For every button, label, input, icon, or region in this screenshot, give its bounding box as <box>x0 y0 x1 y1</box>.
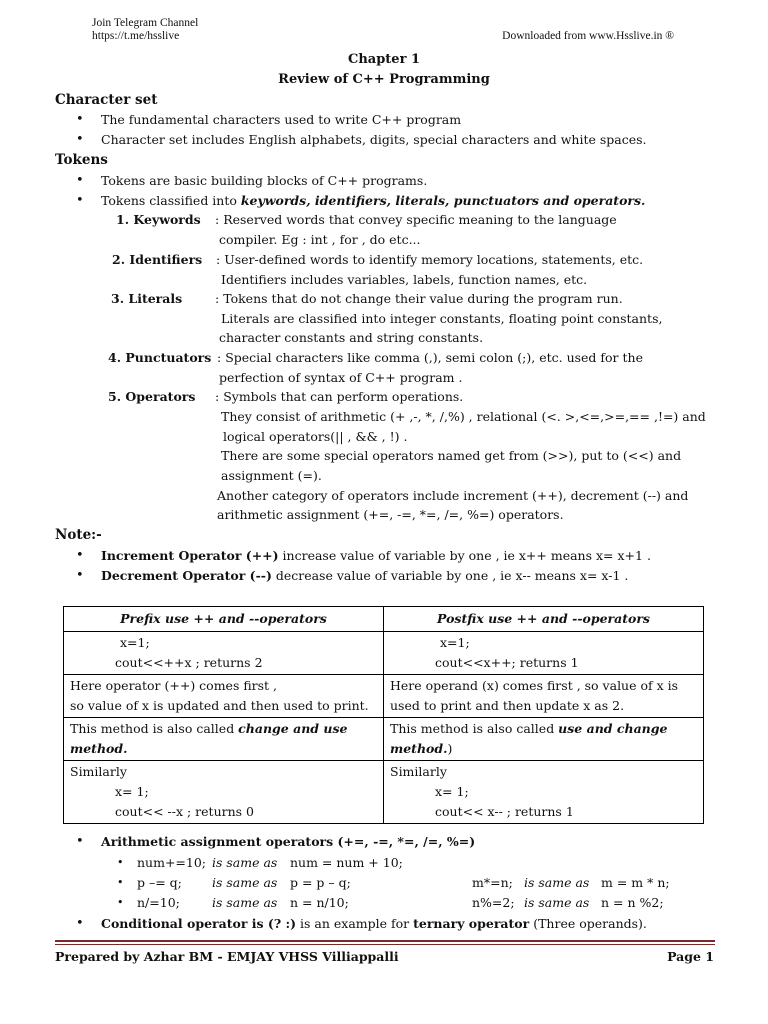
chapter-number: Chapter 1 <box>347 52 420 67</box>
tokens-bullet-1: • Tokens are basic building blocks of C++ programs. <box>101 171 427 191</box>
arith-example-1-result: num = num + 10; <box>290 855 403 870</box>
arith-example-5-same: is same as <box>524 895 590 910</box>
table-row <box>64 675 704 718</box>
operators-line-1: : Symbols that can perform operations. <box>215 389 464 404</box>
footer-page-number: Page 1 <box>667 949 714 964</box>
operators-line-5: assignment (=). <box>221 468 322 483</box>
identifiers-term: 2. Identifiers <box>112 252 203 267</box>
identifiers-line-2: Identifiers includes variables, labels, function names, etc. <box>221 272 588 287</box>
arith-example-5-result: n = n %2; <box>601 895 664 910</box>
punctuators-line-2: perfection of syntax of C++ program . <box>219 370 463 385</box>
arith-example-2-result: p = p – q; <box>290 875 351 890</box>
literals-line-1: : Tokens that do not change their value during the program run. <box>215 291 623 306</box>
header-source[interactable]: Downloaded from www.Hsslive.in ® <box>502 30 674 42</box>
arith-example-1: • num+=10; <box>137 853 206 873</box>
operators-term: 5. Operators <box>108 389 196 404</box>
arith-example-1-same: is same as <box>212 855 278 870</box>
operators-line-4: There are some special operators named get from (>>), put to (<<) and <box>221 448 682 463</box>
arith-example-2: • p –= q; <box>137 873 182 893</box>
header-telegram-text: Join Telegram Channel <box>92 17 199 29</box>
page-title: Review of C++ Programming <box>278 72 490 87</box>
character-set-bullet-1: • The fundamental characters used to write C++ program <box>101 110 461 130</box>
table-cell-postfix-example: x=1; cout<<x++; returns 1 <box>384 632 704 675</box>
table-cell-prefix-method: This method is also called change and use method. <box>64 718 384 761</box>
operators-line-2: They consist of arithmetic (+ ,-, *, /,%) , relational (<. >,<=,>=,== ,!=) and <box>221 409 706 424</box>
header-left <box>92 17 198 43</box>
operators-line-7: arithmetic assignment (+=, -=, *=, /=, %=) operators. <box>217 507 564 522</box>
conditional-operator-bullet: • Conditional operator is (? :) is an example for ternary operator (Three operands). <box>101 914 647 934</box>
note-heading: Note:- <box>55 527 102 543</box>
character-set-bullet-2: • Character set includes English alphabets, digits, special characters and white spaces. <box>101 130 647 150</box>
arith-example-4: • n/=10; <box>137 893 180 913</box>
punctuators-line-1: : Special characters like comma (,), semi colon (;), etc. used for the <box>217 350 643 365</box>
operators-line-6: Another category of operators include increment (++), decrement (--) and <box>217 488 689 503</box>
arith-example-3-result: m = m * n; <box>601 875 670 890</box>
character-set-heading: Character set <box>55 92 158 108</box>
literals-line-3: character constants and string constants. <box>219 330 484 345</box>
footer-rule <box>55 940 715 942</box>
table-row <box>64 718 704 761</box>
table-cell-prefix-explain: Here operator (++) comes first , so value of x is updated and then used to print. <box>64 675 384 718</box>
arith-example-4-same: is same as <box>212 895 278 910</box>
table-cell-postfix-explain: Here operand (x) comes first , so value of x is used to print and then update x as 2. <box>384 675 704 718</box>
table-row <box>64 761 704 824</box>
prefix-postfix-table <box>63 606 704 824</box>
arith-example-2-same: is same as <box>212 875 278 890</box>
table-header-row <box>64 607 704 632</box>
operators-line-3: logical operators(|| , && , !) . <box>223 429 408 444</box>
identifiers-line-1: : User-defined words to identify memory locations, statements, etc. <box>216 252 644 267</box>
arith-example-3: m*=n; <box>472 875 513 890</box>
table-cell-prefix-example: x=1; cout<<++x ; returns 2 <box>64 632 384 675</box>
table-cell-postfix-similarly: Similarly x= 1; cout<< x-- ; returns 1 <box>384 761 704 824</box>
table-header-postfix: Postfix use ++ and --operators <box>384 607 704 632</box>
arith-example-3-same: is same as <box>524 875 590 890</box>
literals-term: 3. Literals <box>111 291 183 306</box>
table-cell-prefix-similarly: Similarly x= 1; cout<< --x ; returns 0 <box>64 761 384 824</box>
arith-example-5: n%=2; <box>472 895 515 910</box>
arith-assign-bullet: • Arithmetic assignment operators (+=, -=, *=, /=, %=) <box>101 832 475 852</box>
note-increment: • Increment Operator (++) increase value of variable by one , ie x++ means x= x+1 . <box>101 546 651 566</box>
punctuators-term: 4. Punctuators <box>108 350 212 365</box>
note-decrement: • Decrement Operator (--) decrease value of variable by one , ie x-- means x= x-1 . <box>101 566 628 586</box>
table-row <box>64 632 704 675</box>
tokens-bullet-2: • Tokens classified into keywords, identifiers, literals, punctuators and operators. <box>101 191 645 211</box>
literals-line-2: Literals are classified into integer constants, floating point constants, <box>221 311 663 326</box>
keywords-term: 1. Keywords <box>116 212 201 227</box>
keywords-line-2: compiler. Eg : int , for , do etc... <box>219 232 421 247</box>
arith-example-4-result: n = n/10; <box>290 895 349 910</box>
tokens-heading: Tokens <box>55 152 108 168</box>
header-telegram-url[interactable]: https://t.me/hsslive <box>92 30 180 42</box>
footer-rule-thin <box>55 944 715 945</box>
footer-author: Prepared by Azhar BM - EMJAY VHSS Villiappalli <box>55 949 399 964</box>
keywords-line-1: : Reserved words that convey specific meaning to the language <box>215 212 617 227</box>
table-cell-postfix-method: This method is also called use and change method.) <box>384 718 704 761</box>
table-header-prefix: Prefix use ++ and --operators <box>64 607 384 632</box>
